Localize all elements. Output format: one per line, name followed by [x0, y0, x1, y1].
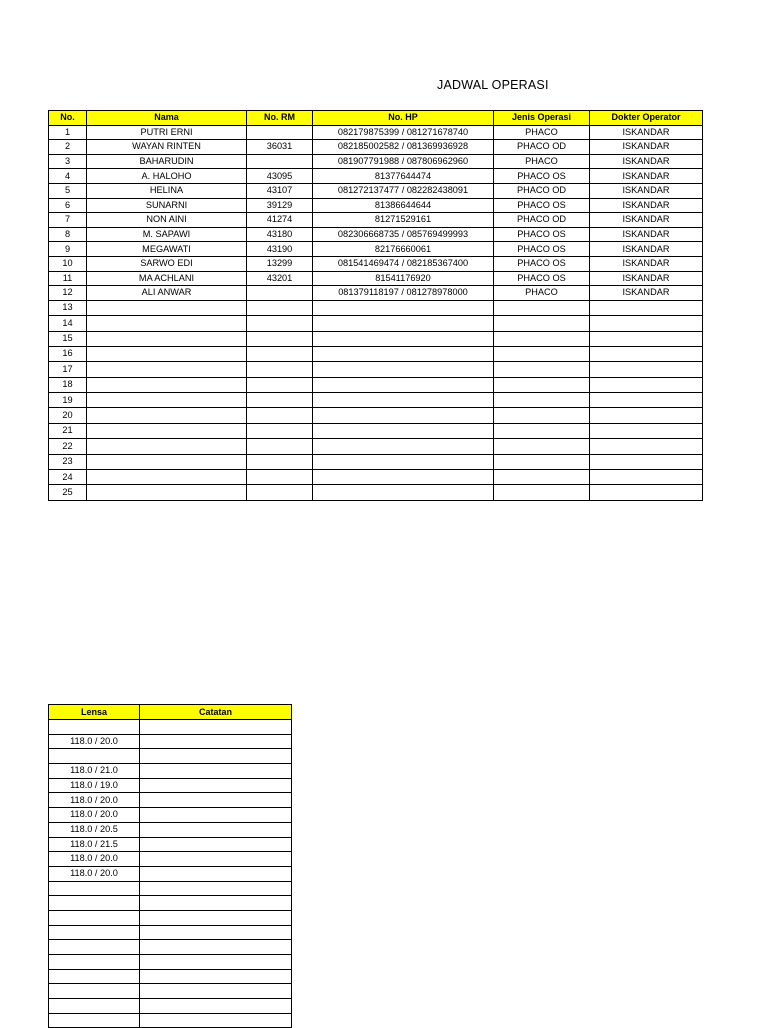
- header-catatan: Catatan: [140, 705, 292, 720]
- cell-no-rm: [247, 485, 313, 500]
- cell-catatan: [140, 837, 292, 852]
- cell-jenis-operasi: PHACO OD: [494, 140, 590, 155]
- cell-no: 20: [49, 408, 87, 423]
- cell-lensa: [49, 1013, 140, 1028]
- cell-nama: [87, 408, 247, 423]
- cell-no: 12: [49, 286, 87, 301]
- cell-no-hp: 81541176920: [313, 271, 494, 286]
- cell-no: 3: [49, 154, 87, 169]
- cell-nama: MEGAWATI: [87, 242, 247, 257]
- cell-no: 10: [49, 256, 87, 271]
- cell-nama: NON AINI: [87, 213, 247, 228]
- cell-no-hp: 082179875399 / 081271678740: [313, 125, 494, 140]
- table-row: [49, 454, 703, 469]
- table-row: [49, 242, 703, 257]
- cell-no-rm: 13299: [247, 256, 313, 271]
- cell-no: 4: [49, 169, 87, 184]
- cell-dokter-operator: ISKANDAR: [590, 286, 703, 301]
- cell-no-hp: [313, 423, 494, 438]
- cell-no-rm: [247, 408, 313, 423]
- cell-no-rm: [247, 439, 313, 454]
- cell-catatan: [140, 955, 292, 970]
- lens-header-row: [49, 705, 292, 720]
- cell-no: 23: [49, 454, 87, 469]
- cell-no: 24: [49, 470, 87, 485]
- cell-dokter-operator: ISKANDAR: [590, 256, 703, 271]
- table-row: [49, 910, 292, 925]
- cell-no-rm: [247, 362, 313, 377]
- cell-catatan: [140, 999, 292, 1014]
- cell-lensa: [49, 999, 140, 1014]
- cell-no-hp: [313, 377, 494, 392]
- cell-jenis-operasi: [494, 393, 590, 408]
- table-row: [49, 408, 703, 423]
- cell-nama: SUNARNI: [87, 198, 247, 213]
- cell-dokter-operator: ISKANDAR: [590, 242, 703, 257]
- cell-dokter-operator: ISKANDAR: [590, 213, 703, 228]
- table-row: [49, 256, 703, 271]
- table-row: [49, 362, 703, 377]
- cell-jenis-operasi: PHACO OS: [494, 198, 590, 213]
- cell-catatan: [140, 822, 292, 837]
- cell-no-hp: [313, 393, 494, 408]
- cell-jenis-operasi: [494, 377, 590, 392]
- table-row: [49, 198, 703, 213]
- table-row: [49, 316, 703, 331]
- cell-dokter-operator: ISKANDAR: [590, 154, 703, 169]
- cell-no-rm: [247, 300, 313, 315]
- cell-lensa: 118.0 / 20.5: [49, 822, 140, 837]
- cell-lensa: 118.0 / 21.0: [49, 764, 140, 779]
- cell-no-hp: [313, 439, 494, 454]
- cell-no-hp: [313, 300, 494, 315]
- cell-no: 6: [49, 198, 87, 213]
- table-row: [49, 793, 292, 808]
- cell-lensa: [49, 969, 140, 984]
- cell-no-hp: 81386644644: [313, 198, 494, 213]
- cell-no-hp: 082185002582 / 081369936928: [313, 140, 494, 155]
- table-row: [49, 881, 292, 896]
- cell-jenis-operasi: PHACO: [494, 286, 590, 301]
- cell-no-rm: [247, 316, 313, 331]
- cell-nama: PUTRI ERNI: [87, 125, 247, 140]
- table-row: [49, 140, 703, 155]
- cell-catatan: [140, 896, 292, 911]
- cell-catatan: [140, 1013, 292, 1028]
- cell-no-hp: [313, 346, 494, 361]
- cell-dokter-operator: [590, 408, 703, 423]
- cell-catatan: [140, 778, 292, 793]
- table-row: [49, 720, 292, 735]
- table-row: [49, 183, 703, 198]
- table-row: [49, 227, 703, 242]
- cell-no-hp: 82176660061: [313, 242, 494, 257]
- table-row: [49, 822, 292, 837]
- table-row: [49, 999, 292, 1014]
- cell-jenis-operasi: PHACO OS: [494, 227, 590, 242]
- table-row: [49, 271, 703, 286]
- cell-no-rm: [247, 423, 313, 438]
- cell-dokter-operator: [590, 423, 703, 438]
- cell-no-hp: 081272137477 / 082282438091: [313, 183, 494, 198]
- cell-lensa: [49, 925, 140, 940]
- table-row: [49, 300, 703, 315]
- cell-no-rm: 41274: [247, 213, 313, 228]
- cell-no-rm: 43201: [247, 271, 313, 286]
- cell-no: 21: [49, 423, 87, 438]
- cell-nama: [87, 423, 247, 438]
- cell-dokter-operator: [590, 454, 703, 469]
- table-row: [49, 377, 703, 392]
- table-row: [49, 866, 292, 881]
- cell-nama: MA ACHLANI: [87, 271, 247, 286]
- cell-dokter-operator: [590, 362, 703, 377]
- cell-no: 19: [49, 393, 87, 408]
- cell-no: 5: [49, 183, 87, 198]
- cell-catatan: [140, 720, 292, 735]
- table-row: [49, 778, 292, 793]
- cell-no-hp: 081379118197 / 081278978000: [313, 286, 494, 301]
- cell-dokter-operator: [590, 300, 703, 315]
- table-row: [49, 852, 292, 867]
- table-row: [49, 896, 292, 911]
- cell-catatan: [140, 866, 292, 881]
- table-row: [49, 984, 292, 999]
- table-row: [49, 169, 703, 184]
- cell-lensa: 118.0 / 20.0: [49, 793, 140, 808]
- cell-no: 13: [49, 300, 87, 315]
- cell-nama: M. SAPAWI: [87, 227, 247, 242]
- cell-no-hp: 082306668735 / 085769499993: [313, 227, 494, 242]
- table-row: [49, 286, 703, 301]
- cell-lensa: 118.0 / 19.0: [49, 778, 140, 793]
- table-row: [49, 1013, 292, 1028]
- cell-no-hp: [313, 362, 494, 377]
- cell-lensa: [49, 881, 140, 896]
- header-lensa: Lensa: [49, 705, 140, 720]
- cell-catatan: [140, 969, 292, 984]
- cell-catatan: [140, 910, 292, 925]
- cell-no-rm: [247, 125, 313, 140]
- table-row: [49, 749, 292, 764]
- cell-lensa: [49, 984, 140, 999]
- cell-no-hp: [313, 331, 494, 346]
- cell-nama: [87, 300, 247, 315]
- cell-nama: [87, 346, 247, 361]
- cell-jenis-operasi: PHACO: [494, 125, 590, 140]
- cell-no-rm: 43107: [247, 183, 313, 198]
- cell-lensa: 118.0 / 20.0: [49, 808, 140, 823]
- table-row: [49, 969, 292, 984]
- cell-jenis-operasi: [494, 485, 590, 500]
- cell-dokter-operator: [590, 331, 703, 346]
- table-row: [49, 808, 292, 823]
- cell-jenis-operasi: PHACO OS: [494, 271, 590, 286]
- cell-lensa: [49, 940, 140, 955]
- cell-dokter-operator: ISKANDAR: [590, 183, 703, 198]
- cell-nama: HELINA: [87, 183, 247, 198]
- cell-no-hp: [313, 485, 494, 500]
- cell-no: 25: [49, 485, 87, 500]
- cell-no: 9: [49, 242, 87, 257]
- cell-jenis-operasi: PHACO OD: [494, 183, 590, 198]
- cell-catatan: [140, 925, 292, 940]
- cell-jenis-operasi: [494, 346, 590, 361]
- cell-dokter-operator: [590, 439, 703, 454]
- cell-no-rm: [247, 331, 313, 346]
- cell-dokter-operator: [590, 470, 703, 485]
- cell-no: 7: [49, 213, 87, 228]
- cell-no: 16: [49, 346, 87, 361]
- lens-table: [48, 704, 292, 1028]
- table-row: [49, 734, 292, 749]
- cell-no-rm: [247, 346, 313, 361]
- cell-no-rm: [247, 470, 313, 485]
- cell-jenis-operasi: PHACO OS: [494, 169, 590, 184]
- cell-no-rm: 39129: [247, 198, 313, 213]
- cell-lensa: 118.0 / 20.0: [49, 734, 140, 749]
- cell-nama: WAYAN RINTEN: [87, 140, 247, 155]
- cell-no-rm: 43095: [247, 169, 313, 184]
- cell-no: 18: [49, 377, 87, 392]
- cell-lensa: 118.0 / 21.5: [49, 837, 140, 852]
- cell-nama: [87, 485, 247, 500]
- table-row: [49, 940, 292, 955]
- cell-dokter-operator: ISKANDAR: [590, 125, 703, 140]
- cell-jenis-operasi: [494, 423, 590, 438]
- cell-no-hp: 81377644474: [313, 169, 494, 184]
- cell-no: 11: [49, 271, 87, 286]
- cell-no-rm: [247, 377, 313, 392]
- cell-nama: [87, 377, 247, 392]
- cell-catatan: [140, 764, 292, 779]
- table-row: [49, 837, 292, 852]
- schedule-header-row: [49, 111, 703, 126]
- table-row: [49, 439, 703, 454]
- cell-no-rm: 36031: [247, 140, 313, 155]
- cell-nama: BAHARUDIN: [87, 154, 247, 169]
- cell-jenis-operasi: [494, 316, 590, 331]
- cell-lensa: [49, 955, 140, 970]
- table-row: [49, 764, 292, 779]
- cell-jenis-operasi: [494, 408, 590, 423]
- cell-nama: [87, 316, 247, 331]
- cell-no: 15: [49, 331, 87, 346]
- cell-catatan: [140, 749, 292, 764]
- cell-lensa: [49, 720, 140, 735]
- cell-no: 2: [49, 140, 87, 155]
- cell-no: 17: [49, 362, 87, 377]
- cell-no-rm: [247, 454, 313, 469]
- cell-jenis-operasi: PHACO OS: [494, 242, 590, 257]
- table-row: [49, 125, 703, 140]
- cell-dokter-operator: ISKANDAR: [590, 271, 703, 286]
- header-nama: Nama: [87, 111, 247, 126]
- cell-no-rm: 43190: [247, 242, 313, 257]
- table-row: [49, 955, 292, 970]
- header-no-rm: No. RM: [247, 111, 313, 126]
- cell-no: 22: [49, 439, 87, 454]
- table-row: [49, 346, 703, 361]
- table-row: [49, 423, 703, 438]
- cell-jenis-operasi: PHACO: [494, 154, 590, 169]
- cell-no-rm: 43180: [247, 227, 313, 242]
- cell-jenis-operasi: PHACO OS: [494, 256, 590, 271]
- cell-no-hp: 81271529161: [313, 213, 494, 228]
- cell-nama: [87, 393, 247, 408]
- cell-lensa: [49, 896, 140, 911]
- cell-no-hp: 081541469474 / 082185367400: [313, 256, 494, 271]
- cell-lensa: 118.0 / 20.0: [49, 866, 140, 881]
- cell-no-rm: [247, 286, 313, 301]
- cell-jenis-operasi: [494, 454, 590, 469]
- cell-no: 14: [49, 316, 87, 331]
- cell-no-rm: [247, 154, 313, 169]
- document-title: JADWAL OPERASI: [437, 78, 549, 92]
- cell-nama: ALI ANWAR: [87, 286, 247, 301]
- header-no: No.: [49, 111, 87, 126]
- cell-jenis-operasi: [494, 470, 590, 485]
- table-row: [49, 470, 703, 485]
- table-row: [49, 213, 703, 228]
- cell-dokter-operator: [590, 393, 703, 408]
- cell-nama: [87, 470, 247, 485]
- cell-no-hp: [313, 470, 494, 485]
- table-row: [49, 485, 703, 500]
- cell-dokter-operator: ISKANDAR: [590, 198, 703, 213]
- cell-dokter-operator: [590, 316, 703, 331]
- cell-catatan: [140, 734, 292, 749]
- cell-catatan: [140, 984, 292, 999]
- cell-nama: [87, 331, 247, 346]
- cell-dokter-operator: ISKANDAR: [590, 169, 703, 184]
- cell-catatan: [140, 940, 292, 955]
- cell-catatan: [140, 881, 292, 896]
- cell-jenis-operasi: [494, 300, 590, 315]
- cell-no-hp: 081907791988 / 087806962960: [313, 154, 494, 169]
- cell-no-rm: [247, 393, 313, 408]
- cell-dokter-operator: ISKANDAR: [590, 140, 703, 155]
- cell-no-hp: [313, 408, 494, 423]
- cell-no-hp: [313, 316, 494, 331]
- cell-jenis-operasi: [494, 331, 590, 346]
- table-row: [49, 393, 703, 408]
- schedule-table: [48, 110, 703, 501]
- cell-jenis-operasi: [494, 439, 590, 454]
- cell-jenis-operasi: [494, 362, 590, 377]
- cell-lensa: [49, 910, 140, 925]
- cell-dokter-operator: ISKANDAR: [590, 227, 703, 242]
- cell-catatan: [140, 808, 292, 823]
- cell-catatan: [140, 852, 292, 867]
- table-row: [49, 331, 703, 346]
- cell-no: 1: [49, 125, 87, 140]
- cell-nama: A. HALOHO: [87, 169, 247, 184]
- header-dokter-operator: Dokter Operator: [590, 111, 703, 126]
- cell-no: 8: [49, 227, 87, 242]
- table-row: [49, 154, 703, 169]
- cell-jenis-operasi: PHACO OD: [494, 213, 590, 228]
- cell-catatan: [140, 793, 292, 808]
- cell-dokter-operator: [590, 377, 703, 392]
- header-jenis-operasi: Jenis Operasi: [494, 111, 590, 126]
- cell-dokter-operator: [590, 485, 703, 500]
- cell-lensa: [49, 749, 140, 764]
- cell-nama: [87, 439, 247, 454]
- header-no-hp: No. HP: [313, 111, 494, 126]
- cell-lensa: 118.0 / 20.0: [49, 852, 140, 867]
- table-row: [49, 925, 292, 940]
- cell-nama: [87, 362, 247, 377]
- cell-nama: [87, 454, 247, 469]
- cell-no-hp: [313, 454, 494, 469]
- cell-dokter-operator: [590, 346, 703, 361]
- cell-nama: SARWO EDI: [87, 256, 247, 271]
